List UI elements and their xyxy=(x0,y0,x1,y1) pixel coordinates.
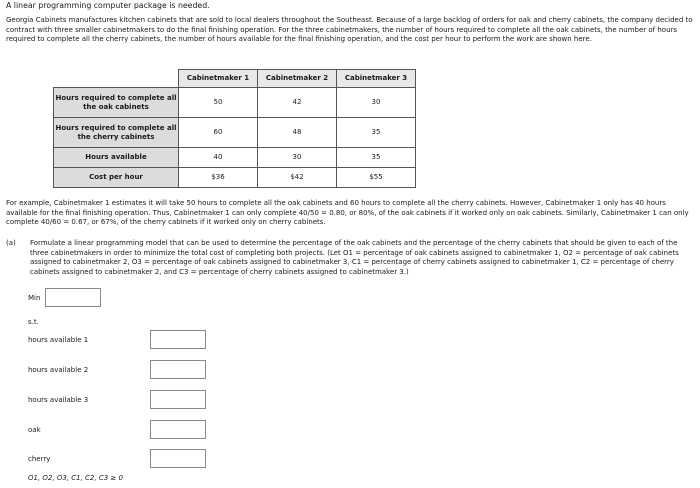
objective-input[interactable] xyxy=(45,288,101,307)
constraint-label-hours-3: hours available 3 xyxy=(28,396,89,404)
col-header-cabinetmaker-3: Cabinetmaker 3 xyxy=(337,70,416,88)
table-row xyxy=(54,148,416,168)
nonnegativity-constraint: O1, O2, O3, C1, C2, C3 ≥ 0 xyxy=(28,474,123,482)
table-cell: 35 xyxy=(337,148,416,168)
table-cell: $42 xyxy=(258,168,337,188)
table-cell: 40 xyxy=(179,148,258,168)
note-text: A linear programming computer package is needed. xyxy=(6,1,210,10)
table-cell: 60 xyxy=(179,118,258,148)
part-a-text: Formulate a linear programming model that can be used to determine the percentage of the oak cabinets and the percentage of the cherry cabinets that should be given to each of the three cabinetmakers in order to minimize the total cost of completing both projects. (Let O1 = percentage of oak cabinets assigned to cabinetmaker 1, O2 = percentage of oak cabinets assigned to cabinetmaker 2, O3 = percentage of oak cabinets assigned to cabinetmaker 3, C1 = percentage of cherry cabinets assigned to cabinetmaker 1, C2 = percentage of cherry cabinets assigned to cabinetmaker 2, and C3 = percentage of cherry cabinets assigned to cabinetmaker 3.) xyxy=(30,239,679,276)
table-cell: 48 xyxy=(258,118,337,148)
constraint-label-hours-1: hours available 1 xyxy=(28,336,89,344)
row-header-hours-available: Hours available xyxy=(54,148,179,168)
table-row xyxy=(54,88,416,118)
intro-paragraph: Georgia Cabinets manufactures kitchen cabinets that are sold to local dealers throughout the Southeast. Because of a large backlog of orders for oak and cherry cabinets, the company decided to contract with three smaller cabinetmakers to do the final finishing operation. For the three cabinetmakers, the number of hours required to complete all the oak cabinets, the number of hours required to complete all the cherry cabinets, the number of hours available for the final finishing operation, and the cost per hour to perform the work are shown here. xyxy=(6,16,693,44)
constraint-input-hours-1[interactable] xyxy=(150,330,206,349)
row-header-oak-hours: Hours required to complete all the oak cabinets xyxy=(54,88,179,118)
st-label: s.t. xyxy=(28,318,39,326)
table-cell: 42 xyxy=(258,88,337,118)
part-a-question xyxy=(6,239,694,277)
constraint-input-hours-3[interactable] xyxy=(150,390,206,409)
row-header-cherry-hours: Hours required to complete all the cherry cabinets xyxy=(54,118,179,148)
constraint-label-hours-2: hours available 2 xyxy=(28,366,89,374)
table-cell: $36 xyxy=(179,168,258,188)
part-a-label: (a) xyxy=(6,239,16,247)
table-cell: 30 xyxy=(258,148,337,168)
cabinetmaker-table xyxy=(53,69,416,188)
constraint-input-oak[interactable] xyxy=(150,420,206,439)
constraint-input-cherry[interactable] xyxy=(150,449,206,468)
objective-label: Min xyxy=(28,294,41,302)
constraint-label-oak: oak xyxy=(28,426,41,434)
table-cell: $55 xyxy=(337,168,416,188)
table-row xyxy=(54,168,416,188)
table-cell: 30 xyxy=(337,88,416,118)
constraint-label-cherry: cherry xyxy=(28,455,51,463)
table-row xyxy=(54,118,416,148)
row-header-cost-per-hour: Cost per hour xyxy=(54,168,179,188)
table-cell: 50 xyxy=(179,88,258,118)
table-corner xyxy=(54,70,179,88)
example-paragraph: For example, Cabinetmaker 1 estimates it will take 50 hours to complete all the oak cabinets and 60 hours to complete all the cherry cabinets. However, Cabinetmaker 1 only has 40 hours available for the final finishing operation. Thus, Cabinetmaker 1 can only complete 40/50 = 0.80, or 80%, of the oak cabinets if it worked only on oak cabinets. Similarly, Cabinetmaker 1 can only complete 40/60 = 0.67, or 67%, of the cherry cabinets if it worked only on cherry cabinets. xyxy=(6,199,689,227)
col-header-cabinetmaker-1: Cabinetmaker 1 xyxy=(179,70,258,88)
table-cell: 35 xyxy=(337,118,416,148)
constraint-input-hours-2[interactable] xyxy=(150,360,206,379)
col-header-cabinetmaker-2: Cabinetmaker 2 xyxy=(258,70,337,88)
